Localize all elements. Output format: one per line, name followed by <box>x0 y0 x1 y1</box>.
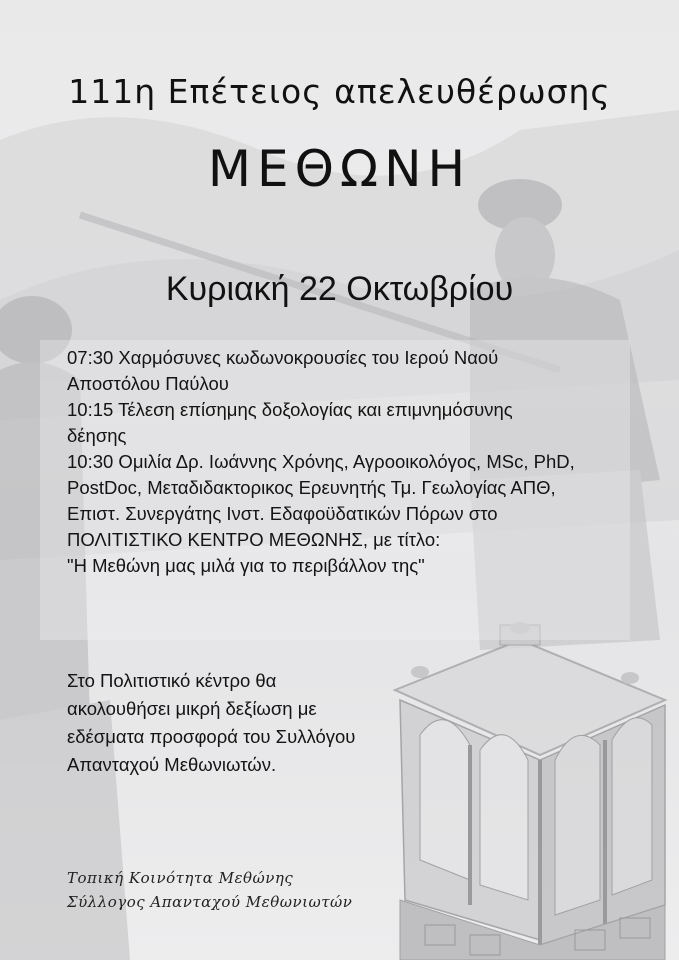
program-item-line: "Η Μεθώνη μας μιλά για το περιβάλλον της" <box>67 555 425 576</box>
reception-note <box>67 667 397 779</box>
program-item-line: Αποστόλου Παύλου <box>67 373 229 394</box>
reception-line: ακολουθήσει μικρή δεξίωση με <box>67 698 317 719</box>
anniversary-title: 111η Επέτειος απελευθέρωσης <box>68 72 611 111</box>
fountain-monument-illustration <box>395 622 665 960</box>
reception-line: εδέσματα προσφορά του Συλλόγου <box>67 726 356 747</box>
organizers <box>67 866 427 914</box>
program-item-line: 10:15 Τέλεση επίσημης δοξολογίας και επιμνημόσυνης <box>67 399 513 420</box>
program-item-line: Επιστ. Συνεργάτης Ινστ. Εδαφοϋδατικών Πόρων στο <box>67 503 498 524</box>
program-item-line: ΠΟΛΙΤΙΣΤΙΚΟ ΚΕΝΤΡΟ ΜΕΘΩΝΗΣ, με τίτλο: <box>67 529 441 550</box>
program-item-line: 10:30 Ομιλία Δρ. Ιωάννης Χρόνης, Αγροοικολόγος, MSc, PhD, <box>67 451 575 472</box>
program-item-line: PostDoc, Μεταδιδακτορικος Ερευνητής Τμ. Γεωλογίας ΑΠΘ, <box>67 477 556 498</box>
program-item-line: δέησης <box>67 425 127 446</box>
reception-line: Απανταχού Μεθωνιωτών. <box>67 754 277 775</box>
program-schedule <box>67 345 627 579</box>
program-item-line: 07:30 Χαρμόσυνες κωδωνοκρουσίες του Ιερού Ναού <box>67 347 499 368</box>
town-title: ΜΕΘΩΝΗ <box>207 140 472 198</box>
reception-line: Στο Πολιτιστικό κέντρο θα <box>67 670 277 691</box>
organizer-line: Σύλλογος Απανταχού Μεθωνιωτών <box>67 893 353 911</box>
event-date: Κυριακή 22 Οκτωβρίου <box>165 270 514 308</box>
organizer-line: Τοπική Κοινότητα Μεθώνης <box>67 869 294 887</box>
